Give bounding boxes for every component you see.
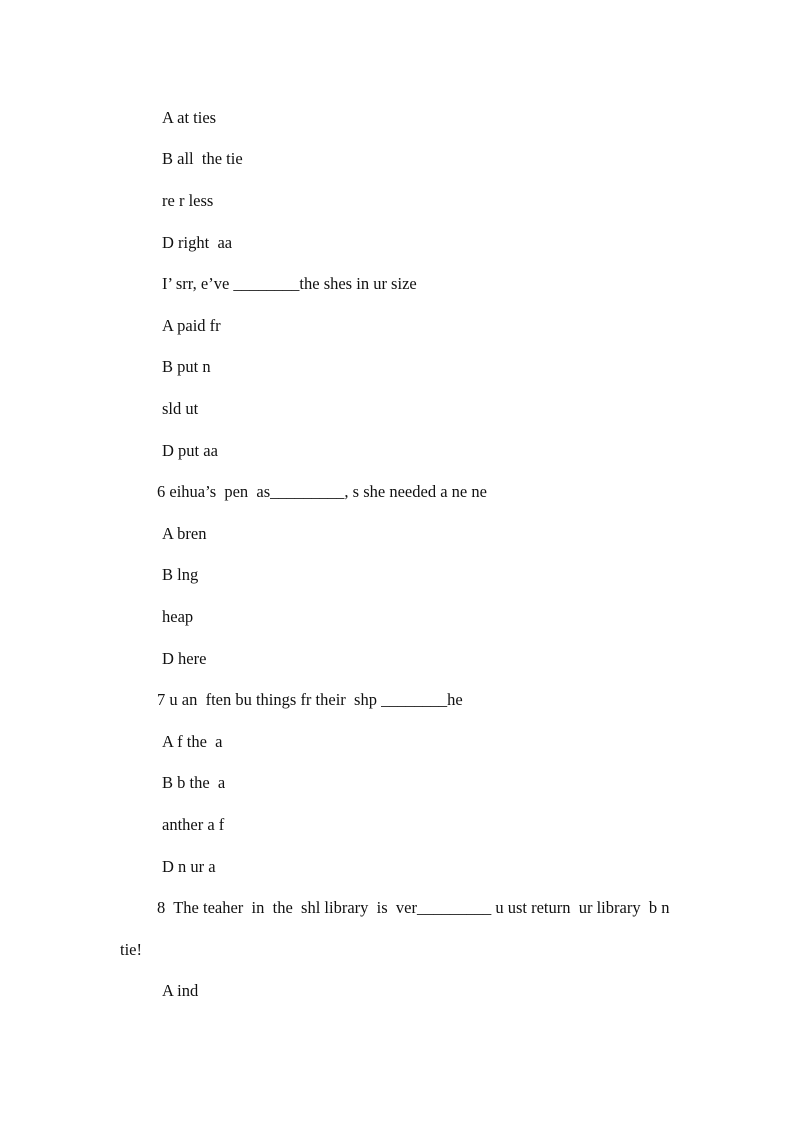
question-line: 6 eihua’s pen as_________, s she needed a ne ne — [157, 482, 487, 501]
option-line: sld ut — [162, 399, 199, 418]
question-continuation-line: tie! — [120, 940, 142, 959]
option-line: A at ties — [162, 108, 217, 127]
option-line: D here — [162, 649, 207, 668]
option-line: B lng — [162, 565, 199, 584]
question-line: 8 The teaher in the shl library is ver_________ u ust return ur library b n — [157, 898, 670, 917]
option-line: D right aa — [162, 233, 233, 252]
option-line: B all the tie — [162, 149, 243, 168]
option-line: A f the a — [162, 732, 223, 751]
option-line: D put aa — [162, 441, 218, 460]
option-line: heap — [162, 607, 194, 626]
option-line: D n ur a — [162, 857, 216, 876]
option-line: B put n — [162, 357, 211, 376]
question-line: I’ srr, e’ve ________the shes in ur size — [162, 274, 417, 293]
question-line: 7 u an ften bu things fr their shp ________he — [157, 690, 463, 709]
option-line: anther a f — [162, 815, 225, 834]
option-line: A bren — [162, 524, 207, 543]
option-line: re r less — [162, 191, 214, 210]
option-line: B b the a — [162, 773, 226, 792]
option-line: A ind — [162, 981, 199, 1000]
option-line: A paid fr — [162, 316, 221, 335]
